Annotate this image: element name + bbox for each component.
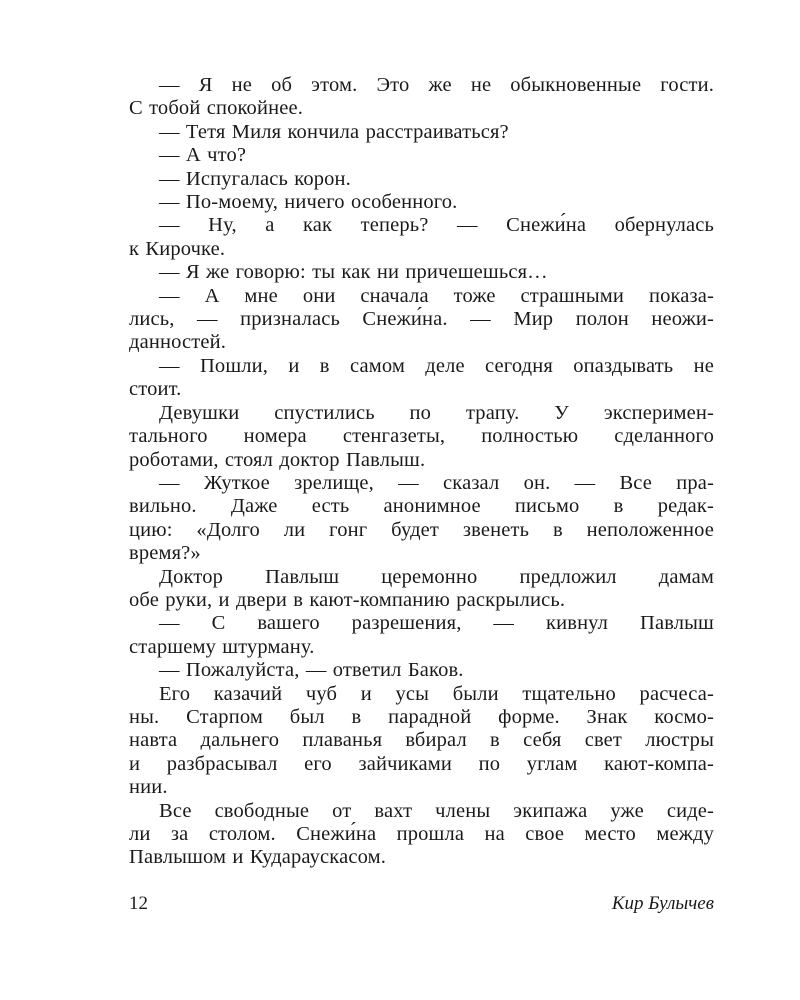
text-line: Девушки спустились по трапу. У эксперимен-: [159, 401, 714, 424]
text-line: Доктор Павлыш церемонно предложил дамам: [159, 565, 714, 588]
paragraph: [129, 472, 714, 566]
text-line: цию: «Долго ли гонг будет звенеть в неположенное: [129, 518, 714, 541]
text-line: роботами, стоял доктор Павлыш.: [129, 448, 426, 471]
paragraph: [129, 285, 714, 355]
text-line: Его казачий чуб и усы были тщательно расчеса-: [159, 682, 714, 705]
paragraph: [129, 144, 714, 167]
paragraph: [129, 191, 714, 214]
page-number: 12: [129, 893, 148, 914]
paragraph: [129, 168, 714, 191]
paragraph: [129, 214, 714, 261]
text-line: обе руки, и двери в кают-компанию раскрылись.: [129, 588, 566, 611]
paragraph: [129, 402, 714, 472]
text-line: Все свободные от вахт члены экипажа уже сиде-: [159, 799, 714, 822]
paragraph: [129, 261, 714, 284]
text-line: старшему штурману.: [129, 635, 315, 658]
text-line: — А что?: [159, 144, 247, 167]
text-line: к Кирочке.: [129, 237, 226, 260]
text-line: — Жуткое зрелище, — сказал он. — Все пра-: [159, 471, 714, 494]
text-line: — По-моему, ничего особенного.: [159, 191, 458, 214]
paragraph: [129, 121, 714, 144]
text-line: данностей.: [129, 331, 226, 354]
text-line: время?»: [129, 542, 201, 565]
text-line: — Испугалась корон.: [159, 167, 351, 190]
paragraph: [129, 566, 714, 613]
book-page-text: [129, 74, 714, 870]
text-line: навта дальнего плаванья вбирал в себя свет люстры: [129, 729, 714, 752]
text-line: — С вашего разрешения, — кивнул Павлыш: [159, 612, 714, 635]
text-line: С тобой спокойнее.: [129, 97, 303, 120]
paragraph: [129, 74, 714, 121]
text-line: — Пошли, и в самом деле сегодня опаздывать не: [159, 354, 714, 377]
text-line: — Я же говорю: ты как ни причешешься…: [159, 261, 548, 284]
text-line: нии.: [129, 776, 168, 799]
paragraph: [129, 612, 714, 659]
text-line: вильно. Даже есть анонимное письмо в редак-: [129, 495, 714, 518]
text-line: — Пожалуйста, — ответил Баков.: [159, 659, 464, 682]
text-line: — Ну, а как теперь? — Снежи́на обернулась: [159, 214, 714, 237]
text-line: и разбрасывал его зайчиками по углам кают-компа-: [129, 752, 714, 775]
text-line: ли за столом. Снежи́на прошла на свое место между: [129, 823, 714, 845]
page-footer: [129, 893, 714, 919]
text-line: лись, — призналась Снежи́на. — Мир полон неожи-: [129, 308, 714, 331]
paragraph: [129, 800, 714, 870]
text-line: — Тетя Миля кончила расстраиваться?: [159, 120, 509, 143]
paragraph: [129, 355, 714, 402]
paragraph: [129, 659, 714, 682]
paragraph: [129, 683, 714, 800]
text-line: Павлышом и Кудараускасом.: [129, 846, 386, 869]
text-line: ны. Старпом был в парадной форме. Знак космо-: [129, 705, 714, 728]
running-head-author: Кир Булычев: [611, 893, 714, 914]
text-line: стоит.: [129, 378, 182, 401]
text-line: — Я не об этом. Это же не обыкновенные гости.: [159, 74, 714, 96]
text-line: тального номера стенгазеты, полностью сделанного: [129, 425, 714, 448]
text-line: — А мне они сначала тоже страшными показа-: [159, 284, 714, 307]
